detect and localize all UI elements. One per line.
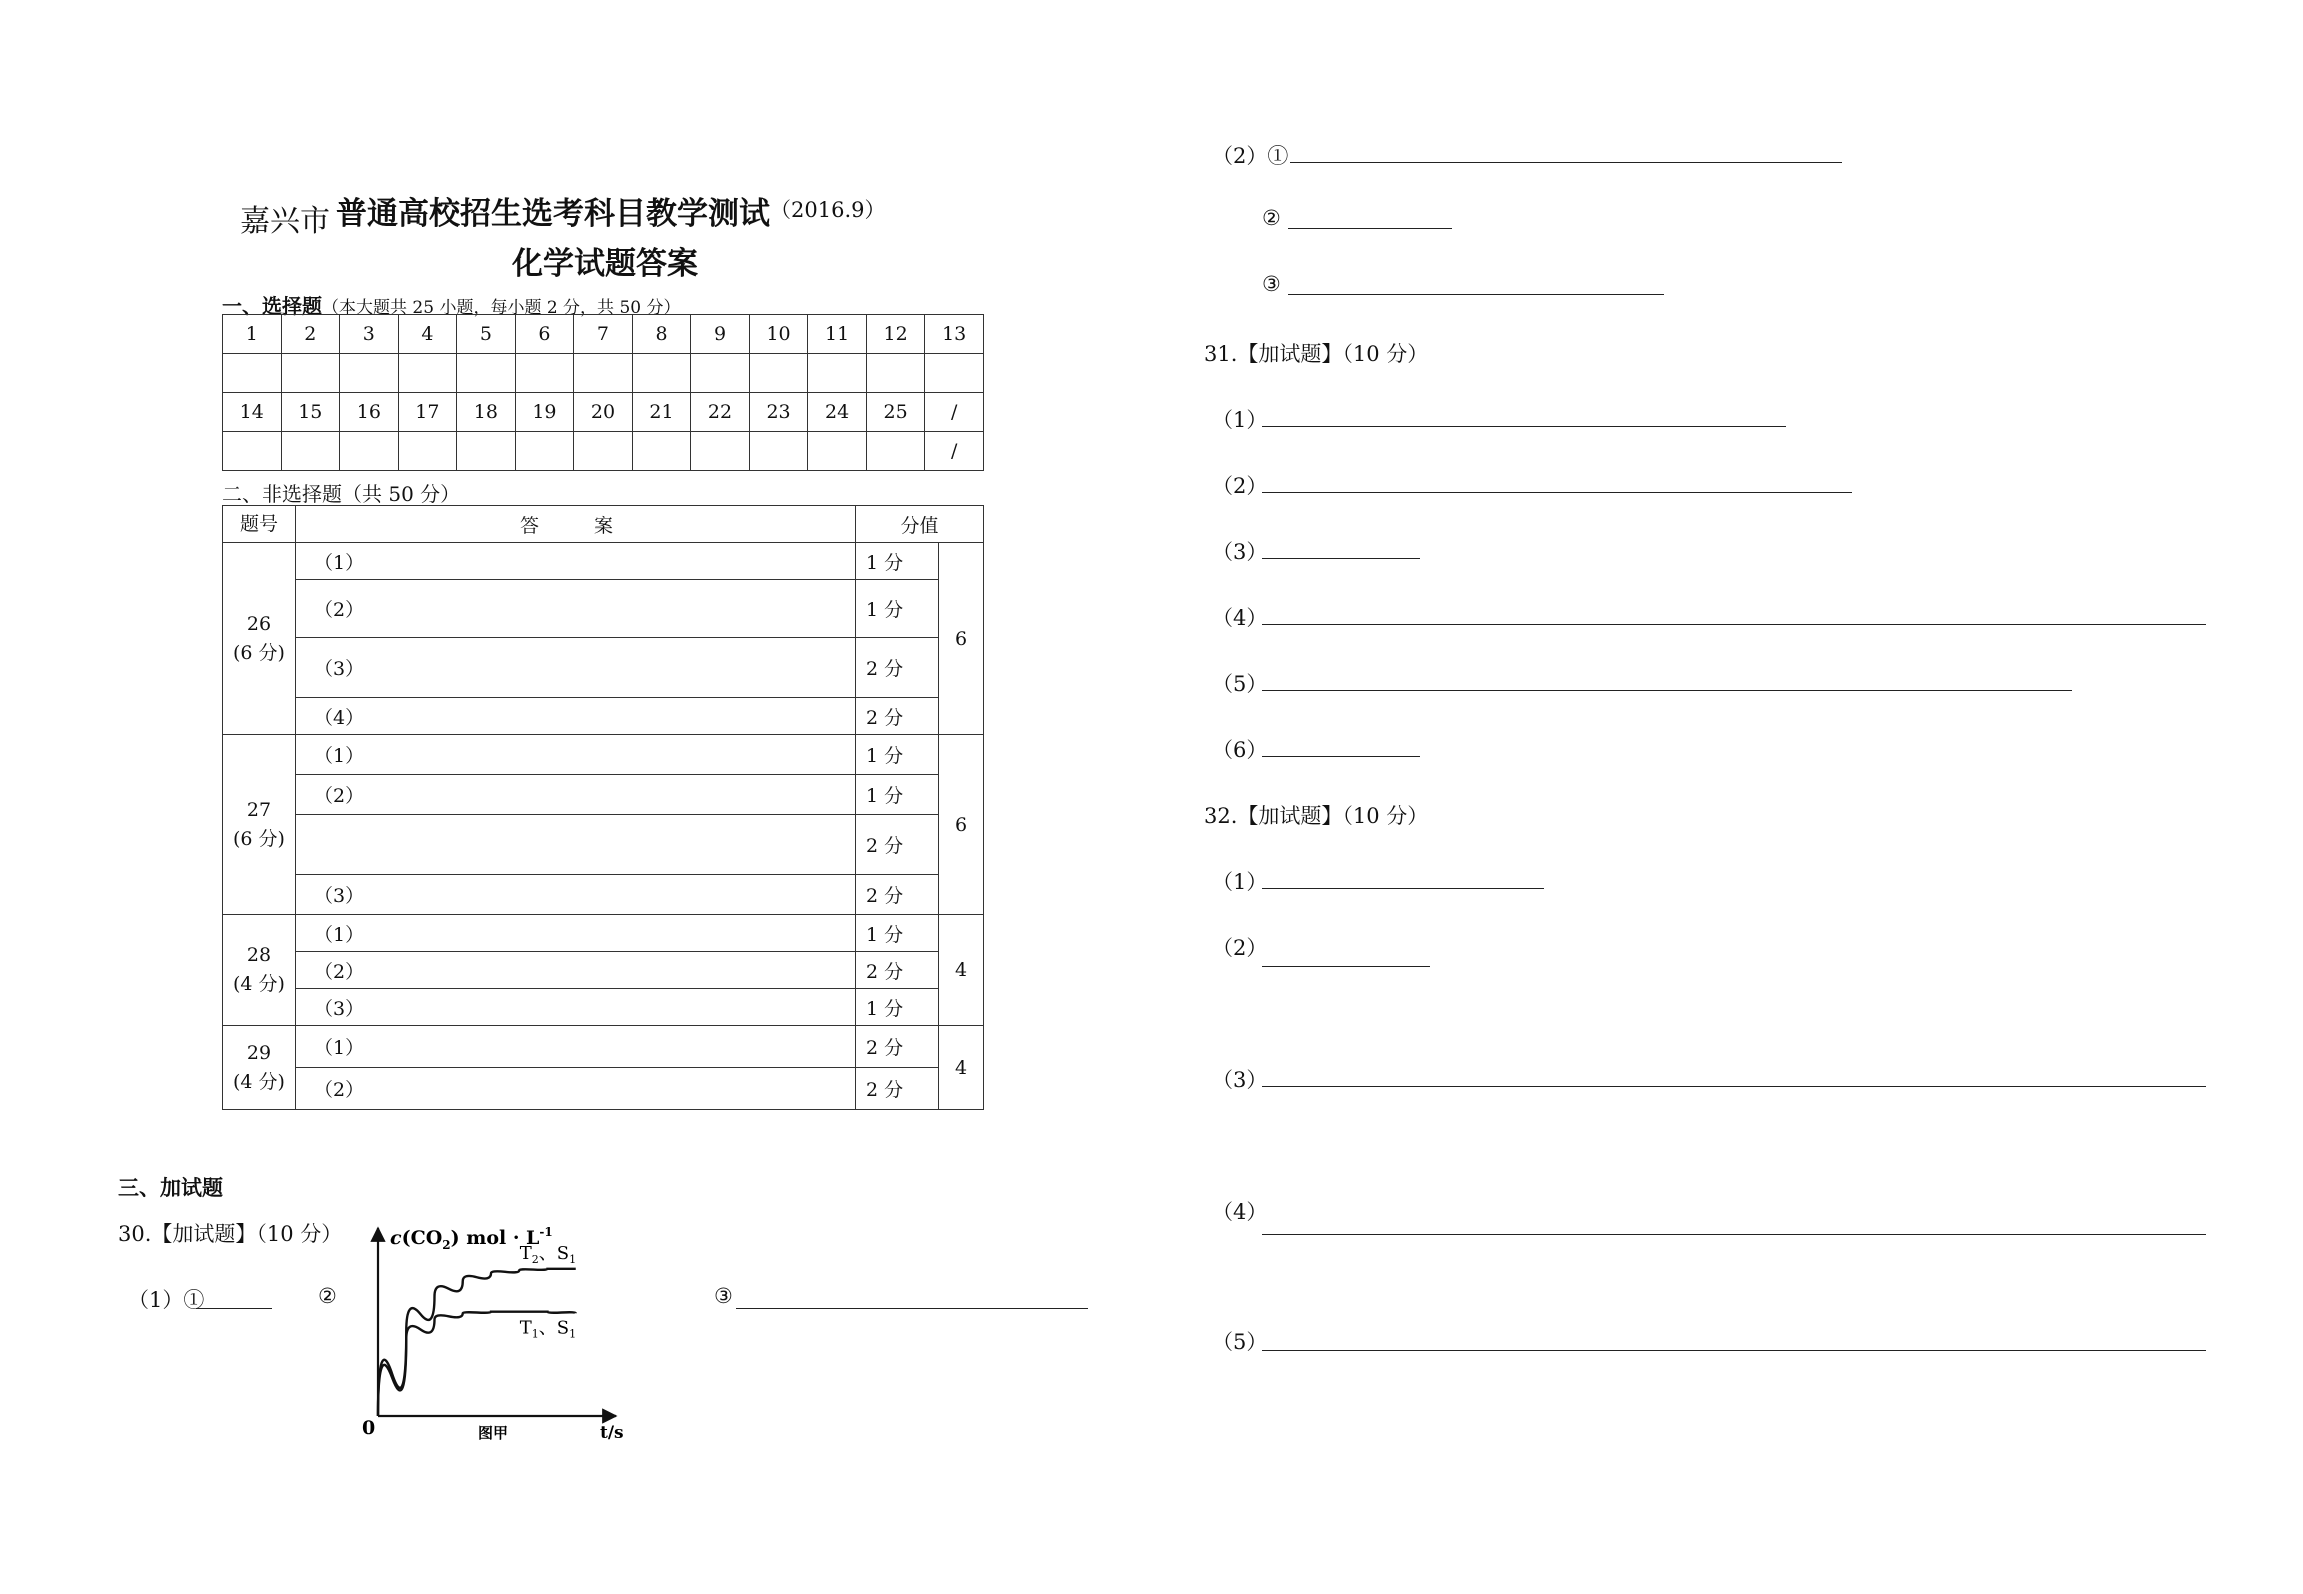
- mc-answer-cell[interactable]: [866, 432, 925, 471]
- points-cell: 1 分: [856, 735, 939, 775]
- q31-part-blank[interactable]: [1262, 690, 2072, 691]
- mc-number: 20: [574, 393, 633, 432]
- mc-number: 2: [281, 315, 340, 354]
- mc-number: 1: [223, 315, 282, 354]
- mc-number: 6: [515, 315, 574, 354]
- mc-number: 3: [340, 315, 399, 354]
- mc-number: 4: [398, 315, 457, 354]
- section3-heading: 三、加试题: [118, 1176, 223, 1200]
- mc-number-row-1: [223, 315, 984, 354]
- mc-answer-cell[interactable]: [691, 354, 750, 393]
- mc-answer-cell[interactable]: [632, 432, 691, 471]
- answer-cell[interactable]: （3）: [296, 638, 856, 698]
- q31-title: 31.【加试题】（10 分）: [1204, 342, 1429, 366]
- mc-number: 7: [574, 315, 633, 354]
- answer-cell[interactable]: （3）: [296, 989, 856, 1026]
- points-cell: 1 分: [856, 543, 939, 580]
- mc-number: 22: [691, 393, 750, 432]
- q32-part-label: （1）: [1212, 870, 1268, 894]
- mc-number: 19: [515, 393, 574, 432]
- points-cell: 2 分: [856, 1068, 939, 1110]
- header-question: 题号: [223, 506, 296, 543]
- table-row: [223, 580, 984, 638]
- q32-part-label: （5）: [1212, 1330, 1268, 1354]
- q31-part-label: （6）: [1212, 738, 1268, 762]
- table-row: [223, 698, 984, 735]
- mc-number: 24: [808, 393, 867, 432]
- mc-answer-cell[interactable]: [398, 354, 457, 393]
- mc-number: 13: [925, 315, 984, 354]
- points-cell: 2 分: [856, 1026, 939, 1068]
- q32-part-label: （2）: [1212, 936, 1268, 960]
- mc-answer-cell[interactable]: [749, 432, 808, 471]
- q31-part-label: （5）: [1212, 672, 1268, 696]
- chart-caption: 图甲: [478, 1424, 509, 1442]
- q30-cont-part1-label: （2）①: [1212, 144, 1289, 168]
- mc-number: 12: [866, 315, 925, 354]
- points-cell: 1 分: [856, 775, 939, 815]
- table-row: [223, 989, 984, 1026]
- mc-number: 18: [457, 393, 516, 432]
- answer-cell[interactable]: （2）: [296, 1068, 856, 1110]
- q30-part1-label: （1）①: [128, 1288, 205, 1312]
- question-points: (6 分): [233, 827, 285, 850]
- question-number: 27: [246, 798, 272, 821]
- question-number: 26: [246, 612, 272, 635]
- chart-ylabel: $c(CO_2)$ mol · $L^{-1}$: [390, 1225, 553, 1252]
- table-row: [223, 915, 984, 952]
- question-points: (6 分): [233, 641, 285, 664]
- page-title: 普通高校招生选考科目教学测试: [336, 196, 770, 232]
- series-label-t1-s1: $T_1$、$S_1$: [519, 1317, 577, 1341]
- mc-answer-cell[interactable]: [223, 432, 282, 471]
- table-row: [223, 1068, 984, 1110]
- q32-part-blank[interactable]: [1262, 1234, 2206, 1235]
- mc-answer-cell[interactable]: [340, 432, 399, 471]
- q30-part3-label: ③: [714, 1284, 733, 1308]
- q31-part-blank[interactable]: [1262, 756, 1420, 757]
- answer-cell[interactable]: （1）: [296, 543, 856, 580]
- concentration-chart: [354, 1220, 634, 1442]
- mc-number: 21: [632, 393, 691, 432]
- answer-cell[interactable]: （2）: [296, 580, 856, 638]
- chart-svg: [354, 1220, 634, 1442]
- mc-answer-cell[interactable]: [632, 354, 691, 393]
- table-row: [223, 775, 984, 815]
- table-row: [223, 543, 984, 580]
- answer-cell[interactable]: （1）: [296, 1026, 856, 1068]
- points-cell: 2 分: [856, 875, 939, 915]
- question-29: [223, 1026, 296, 1110]
- mc-slash-cell: /: [925, 432, 984, 471]
- q30-cont-part1-blank[interactable]: [1290, 162, 1842, 163]
- question-points: (4 分): [233, 973, 285, 995]
- q32-part-label: （3）: [1212, 1068, 1268, 1092]
- mc-number: 15: [281, 393, 340, 432]
- table-row: [223, 952, 984, 989]
- q31-part-label: （3）: [1212, 540, 1268, 564]
- mc-answer-cell[interactable]: [749, 354, 808, 393]
- non-choice-table: [222, 505, 984, 1110]
- table-header: [223, 506, 984, 543]
- page-subtitle: 化学试题答案: [512, 246, 698, 282]
- mc-number-row-2: [223, 393, 984, 432]
- q31-part-label: （2）: [1212, 474, 1268, 498]
- city-name: 嘉兴市: [240, 204, 330, 239]
- question-27: [223, 735, 296, 915]
- series-label-t2-s1: $T_2$、$S_1$: [519, 1242, 577, 1266]
- header-points: 分值: [856, 506, 984, 543]
- points-cell: 2 分: [856, 698, 939, 735]
- question-28: [223, 915, 296, 1026]
- mc-number: 8: [632, 315, 691, 354]
- chart-origin: 0: [362, 1417, 376, 1439]
- mc-answer-cell[interactable]: [515, 354, 574, 393]
- question-26: [223, 543, 296, 735]
- mc-answer-cell[interactable]: [457, 354, 516, 393]
- question-number: 28: [246, 944, 272, 966]
- mc-number: 10: [749, 315, 808, 354]
- mc-number: /: [925, 393, 984, 432]
- question-number: 29: [246, 1041, 272, 1064]
- q31-part-blank[interactable]: [1262, 426, 1786, 427]
- points-cell: 2 分: [856, 815, 939, 875]
- mc-number: 16: [340, 393, 399, 432]
- mc-answer-cell[interactable]: [808, 354, 867, 393]
- answer-cell[interactable]: （2）: [296, 775, 856, 815]
- q31-part-label: （4）: [1212, 606, 1268, 630]
- total-points: 4: [939, 1026, 984, 1110]
- mc-answer-cell[interactable]: [866, 354, 925, 393]
- table-row: [223, 815, 984, 875]
- q31-part-blank[interactable]: [1262, 624, 2206, 625]
- q30-part2-label: ②: [318, 1284, 337, 1308]
- mc-answer-cell[interactable]: [515, 432, 574, 471]
- mc-number: 14: [223, 393, 282, 432]
- q32-part-blank[interactable]: [1262, 966, 1430, 967]
- mc-answer-cell[interactable]: [574, 354, 633, 393]
- mc-answer-cell[interactable]: [925, 354, 984, 393]
- points-cell: 1 分: [856, 989, 939, 1026]
- mc-number: 11: [808, 315, 867, 354]
- mc-number: 25: [866, 393, 925, 432]
- mc-number: 5: [457, 315, 516, 354]
- points-cell: 2 分: [856, 952, 939, 989]
- section1-label: 一、选择题: [222, 294, 322, 318]
- q32-title: 32.【加试题】（10 分）: [1204, 804, 1429, 828]
- table-row: [223, 735, 984, 775]
- mc-answer-cell[interactable]: [808, 432, 867, 471]
- mc-number: 17: [398, 393, 457, 432]
- answer-cell[interactable]: （1）: [296, 735, 856, 775]
- q30-title: 30.【加试题】（10 分）: [118, 1222, 343, 1246]
- q32-part-blank[interactable]: [1262, 1350, 2206, 1351]
- section1-note: （本大题共 25 小题，每小题 2 分，共 50 分）: [322, 298, 681, 318]
- mc-answer-cell[interactable]: [691, 432, 750, 471]
- q30-part3-blank[interactable]: [736, 1308, 1088, 1309]
- answer-cell[interactable]: （3）: [296, 875, 856, 915]
- mc-answer-row-2: [223, 432, 984, 471]
- mc-answer-row-1: [223, 354, 984, 393]
- total-points: 6: [939, 543, 984, 735]
- answer-cell[interactable]: [296, 815, 856, 875]
- mc-answer-cell[interactable]: [398, 432, 457, 471]
- mc-answer-cell[interactable]: [457, 432, 516, 471]
- q30-cont-part2-blank[interactable]: [1288, 228, 1452, 229]
- mc-answer-cell[interactable]: [574, 432, 633, 471]
- mc-answer-cell[interactable]: [340, 354, 399, 393]
- header-answer: 答 案: [296, 506, 856, 543]
- multiple-choice-table: [222, 314, 984, 471]
- mc-answer-cell[interactable]: [223, 354, 282, 393]
- q30-cont-part3-label: ③: [1262, 272, 1281, 296]
- points-cell: 1 分: [856, 915, 939, 952]
- total-points: 4: [939, 915, 984, 1026]
- table-row: [223, 875, 984, 915]
- mc-answer-cell[interactable]: [281, 432, 340, 471]
- answer-cell[interactable]: （1）: [296, 915, 856, 952]
- exam-date: （2016.9）: [770, 198, 886, 222]
- q31-part-blank[interactable]: [1262, 492, 1852, 493]
- table-row: [223, 1026, 984, 1068]
- q30-part1-blank[interactable]: [196, 1308, 272, 1309]
- section2-heading: 二、非选择题（共 50 分）: [222, 482, 461, 506]
- chart-xlabel: t/s: [600, 1423, 624, 1442]
- q32-part-label: （4）: [1212, 1200, 1268, 1224]
- q32-part-blank[interactable]: [1262, 888, 1544, 889]
- points-cell: 2 分: [856, 638, 939, 698]
- mc-answer-cell[interactable]: [281, 354, 340, 393]
- q30-cont-part3-blank[interactable]: [1288, 294, 1664, 295]
- q31-part-blank[interactable]: [1262, 558, 1420, 559]
- mc-number: 9: [691, 315, 750, 354]
- points-cell: 1 分: [856, 580, 939, 638]
- question-points: (4 分): [233, 1070, 285, 1093]
- mc-number: 23: [749, 393, 808, 432]
- answer-cell[interactable]: （4）: [296, 698, 856, 735]
- total-points: 6: [939, 735, 984, 915]
- answer-cell[interactable]: （2）: [296, 952, 856, 989]
- q32-part-blank[interactable]: [1262, 1086, 2206, 1087]
- table-row: [223, 638, 984, 698]
- q31-part-label: （1）: [1212, 408, 1268, 432]
- q30-cont-part2-label: ②: [1262, 206, 1281, 230]
- series-line-t2-s1: [378, 1269, 576, 1416]
